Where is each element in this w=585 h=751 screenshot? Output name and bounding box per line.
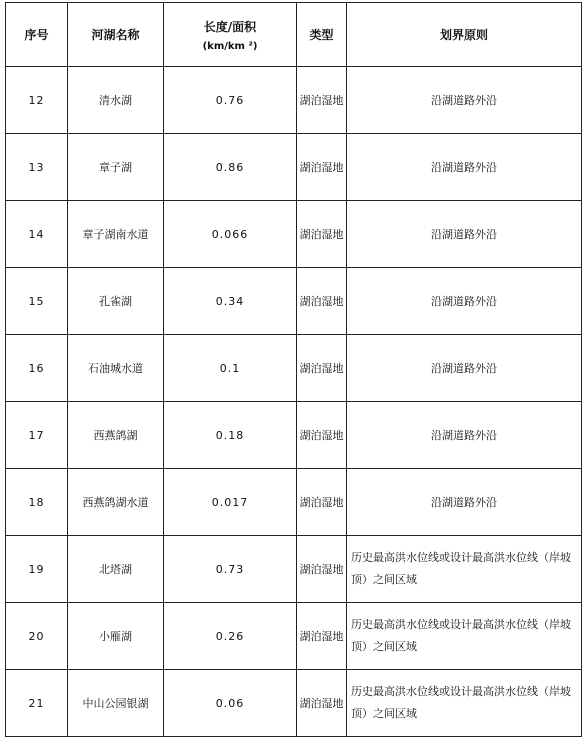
cell-name: 章子湖: [68, 134, 164, 201]
cell-no: 13: [6, 134, 68, 201]
cell-type: 湖泊湿地: [297, 402, 347, 469]
cell-rule: 历史最高洪水位线或设计最高洪水位线（岸坡顶）之间区域: [347, 536, 582, 603]
header-size-unit: (km/km ²): [202, 40, 258, 52]
cell-type: 湖泊湿地: [297, 603, 347, 670]
cell-name: 石油城水道: [68, 335, 164, 402]
cell-type: 湖泊湿地: [297, 134, 347, 201]
cell-size: 0.73: [164, 536, 297, 603]
cell-rule: 沿湖道路外沿: [347, 469, 582, 536]
cell-type: 湖泊湿地: [297, 670, 347, 737]
cell-type: 湖泊湿地: [297, 536, 347, 603]
cell-rule: 沿湖道路外沿: [347, 335, 582, 402]
cell-no: 12: [6, 67, 68, 134]
table-row: [6, 268, 582, 335]
cell-rule: 历史最高洪水位线或设计最高洪水位线（岸坡顶）之间区域: [347, 603, 582, 670]
cell-type: 湖泊湿地: [297, 67, 347, 134]
cell-size: 0.86: [164, 134, 297, 201]
header-type: 类型: [297, 3, 347, 67]
cell-name: 清水湖: [68, 67, 164, 134]
cell-size: 0.34: [164, 268, 297, 335]
cell-no: 17: [6, 402, 68, 469]
cell-name: 西燕鸽湖水道: [68, 469, 164, 536]
cell-no: 19: [6, 536, 68, 603]
cell-name: 西燕鸽湖: [68, 402, 164, 469]
cell-rule: 沿湖道路外沿: [347, 201, 582, 268]
cell-name: 孔雀湖: [68, 268, 164, 335]
header-no: 序号: [6, 3, 68, 67]
cell-name: 中山公园银湖: [68, 670, 164, 737]
cell-no: 20: [6, 603, 68, 670]
cell-size: 0.066: [164, 201, 297, 268]
cell-size: 0.06: [164, 670, 297, 737]
table-header-row: [6, 3, 582, 67]
wetland-boundary-table: [5, 2, 582, 737]
table-row: [6, 402, 582, 469]
cell-name: 章子湖南水道: [68, 201, 164, 268]
header-size: [164, 3, 297, 67]
cell-type: 湖泊湿地: [297, 268, 347, 335]
cell-no: 15: [6, 268, 68, 335]
cell-name: 北塔湖: [68, 536, 164, 603]
table-row: [6, 335, 582, 402]
cell-no: 21: [6, 670, 68, 737]
cell-type: 湖泊湿地: [297, 469, 347, 536]
table-row: [6, 201, 582, 268]
cell-no: 16: [6, 335, 68, 402]
cell-no: 14: [6, 201, 68, 268]
cell-size: 0.017: [164, 469, 297, 536]
cell-size: 0.1: [164, 335, 297, 402]
table-row: [6, 603, 582, 670]
cell-type: 湖泊湿地: [297, 335, 347, 402]
cell-size: 0.26: [164, 603, 297, 670]
table-row: [6, 670, 582, 737]
cell-rule: 沿湖道路外沿: [347, 268, 582, 335]
cell-no: 18: [6, 469, 68, 536]
table-row: [6, 134, 582, 201]
cell-rule: 历史最高洪水位线或设计最高洪水位线（岸坡顶）之间区域: [347, 670, 582, 737]
cell-size: 0.18: [164, 402, 297, 469]
header-size-label: 长度/面积: [203, 19, 257, 34]
cell-size: 0.76: [164, 67, 297, 134]
cell-rule: 沿湖道路外沿: [347, 402, 582, 469]
table-row: [6, 536, 582, 603]
cell-rule: 沿湖道路外沿: [347, 67, 582, 134]
table-row: [6, 469, 582, 536]
table-row: [6, 67, 582, 134]
cell-rule: 沿湖道路外沿: [347, 134, 582, 201]
cell-name: 小雁湖: [68, 603, 164, 670]
header-name: 河湖名称: [68, 3, 164, 67]
cell-type: 湖泊湿地: [297, 201, 347, 268]
header-rule: 划界原则: [347, 3, 582, 67]
